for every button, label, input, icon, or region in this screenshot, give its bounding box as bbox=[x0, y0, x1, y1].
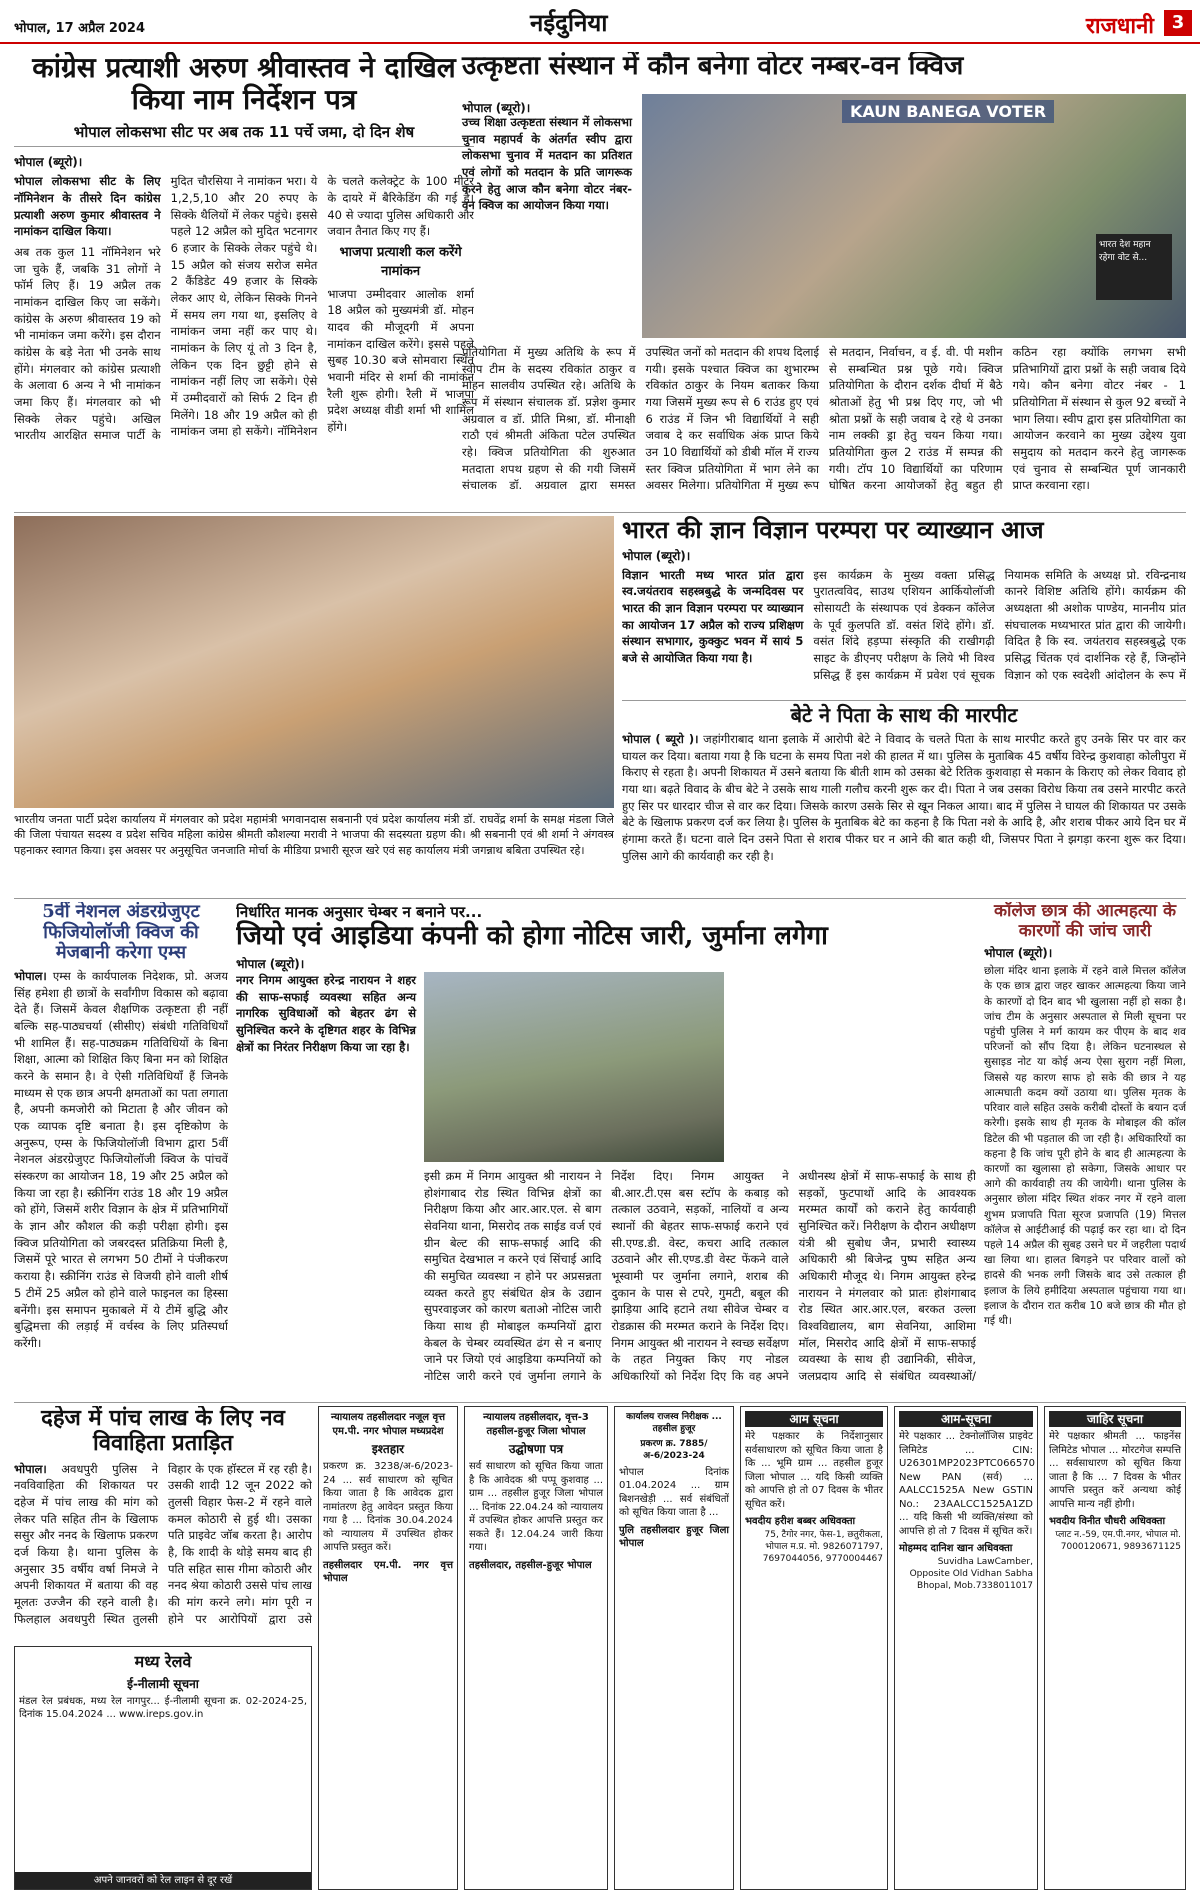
ad-title: न्यायालय तहसीलदार नजूल वृत्त एम.पी. नगर भोपाल मध्यप्रदेश bbox=[330, 1412, 446, 1437]
ad-contact: 75, टैगोर नगर, फेस-1, छतुरीकला, भोपाल म.प्र. मो. 9826071797, 7697044056, 9770004467 bbox=[762, 1529, 883, 1564]
story-son-assaults-father bbox=[622, 700, 1186, 896]
lead-paragraph: उच्च शिक्षा उत्कृष्टता संस्थान में लोकसभा चुनाव महापर्व के अंतर्गत स्वीप द्वारा लोकसभा चुनाव में मतदान का प्रतिशत एवं लोगों को मतदान के प्रति जागरूक करने हेतु आज कौन बनेगा वोटर नंबर-वन क्विज का आयोजन किया गया। bbox=[462, 115, 632, 213]
dateline: भोपाल ( ब्यूरो )। bbox=[622, 732, 699, 746]
dateline: भोपाल (ब्यूरो)। bbox=[984, 946, 1053, 961]
story-aiims-quiz bbox=[14, 902, 228, 1398]
article-body bbox=[14, 1461, 312, 1641]
section-name: राजधानी bbox=[1085, 14, 1154, 39]
article-body bbox=[14, 968, 228, 1351]
ad-title: कार्यालय राजस्व निरीक्षक ... तहसील हुजूर bbox=[626, 1412, 722, 1435]
kicker: निर्धारित मानक अनुसार चेम्बर न बनाने पर... bbox=[236, 903, 483, 921]
ad-footer: पुलि तहसीलदार हुजूर जिला भोपाल bbox=[619, 1524, 729, 1550]
masthead bbox=[0, 0, 1200, 44]
article-body bbox=[462, 344, 1186, 508]
divider bbox=[14, 1402, 1186, 1403]
headline: कांग्रेस प्रत्याशी अरुण श्रीवास्तव ने दाखिल किया नाम निर्देशन पत्र bbox=[32, 52, 456, 117]
story-jio-idea-notice bbox=[236, 902, 976, 1398]
headline: उत्कृष्टता संस्थान में कौन बनेगा वोटर नम्बर-वन क्विज bbox=[462, 52, 964, 81]
article-body bbox=[984, 964, 1186, 1329]
ad-subtitle: इश्तहार bbox=[371, 1442, 405, 1456]
legal-notice-ad-2 bbox=[464, 1406, 608, 1890]
subhead: भाजपा प्रत्याशी कल करेंगे नामांकन bbox=[339, 245, 462, 279]
divider bbox=[14, 898, 1186, 899]
dateline: भोपाल (ब्यूरो)। bbox=[236, 956, 305, 971]
ad-body: मेरे पक्षकार श्रीमती ... फाइनेंस लिमिटेड भोपाल ... मोरटगेज सम्पत्ति ... सर्वसाधारण को सूचित किया जाता है कि ... 7 दिवस के भीतर आपत्ति प्रस्तुत करें अन्यथा कोई आपत्ति मान्य नहीं होगी। bbox=[1049, 1431, 1181, 1510]
ad-footer: तहसीलदार एम.पी. नगर वृत्त भोपाल bbox=[323, 1559, 453, 1585]
ad-title: न्यायालय तहसीलदार, वृत्त-3 तहसील-हुजूर जिला भोपाल bbox=[483, 1412, 589, 1437]
ad-footer: भवदीय विनीत चौधरी अधिवक्ता bbox=[1049, 1516, 1166, 1528]
ad-body: मंडल रेल प्रबंधक, मध्य रेल नागपुर... ई-नीलामी सूचना क्र. 02-2024-25, दिनांक 15.04.2024 ... www.ireps.gov.in bbox=[19, 1695, 307, 1721]
subheadline: भोपाल लोकसभा सीट पर अब तक 11 पर्चे जमा, दो दिन शेष bbox=[14, 122, 474, 147]
divider bbox=[14, 512, 1186, 513]
headline: जियो एवं आइडिया कंपनी को होगा नोटिस जारी, जुर्माना लगेगा bbox=[236, 921, 828, 951]
legal-notice-ad-1 bbox=[318, 1406, 458, 1890]
ad-contact: Suvidha LawCamber, Opposite Old Vidhan Sabha Bhopal, Mob.7338011017 bbox=[909, 1556, 1033, 1591]
article-body bbox=[14, 173, 474, 503]
ad-footer: अपने जानवरों को रेल लाइन से दूर रखें bbox=[15, 1872, 311, 1890]
ad-body: प्रकरण क्र. 3238/अ-6/2023-24 ... सर्व साधारण को सूचित किया जाता है कि आवेदक द्वारा नामांतरण हेतु आवेदन प्रस्तुत किया गया है ... दिनांक 30.04.2024 को न्यायालय में उपस्थित होकर आपत्ति प्रस्तुत करें। bbox=[323, 1461, 453, 1554]
dateline: भोपाल। bbox=[14, 1461, 47, 1476]
story-congress-nomination bbox=[14, 52, 474, 510]
article-body bbox=[424, 1168, 976, 1396]
body-paragraph: प्रतियोगिता में मुख्य अतिथि के रूप में स्वीप टीम के सदस्य रविकांत ठाकुर व मोहन सालवीय उपस्थित रहे। अतिथि के रूप में संस्थान संचालक डॉ. प्रज्ञेश कुमार अग्रवाल व डॉ. प्रीति मिश्रा, डॉ. मीनाक्षी राठौ एवं श्रीमती अंकिता पटेल उपस्थित रहे। क्विज प्रतियोगिता की शुरुआत मतदाता शपथ ग्रहण से की गयी जिसमें संचालक डॉ. अग्रवाल द्वारा समस्त उपस्थित जनों को मतदान की शपथ दिलाई गयी। इसके पश्चात क्विज का शुभारम्भ रविकांत ठाकुर के नियम बताकर किया गया जिसमें मुख्य रूप से 6 राउंड हुए एवं 6 राउंड में जिन भी विद्यार्थियों ने सही जवाब दे कर सर्वाधिक अंक प्राप्त किये उन 10 विद्यार्थियों को डीबी मॉल में राज्य स्तर क्विज प्रतियोगिता में भाग लेने का अवसर मिलेगा। प्रतियोगिता में मुख्य रूप से मतदान, निर्वाचन, व ई. वी. पी मशीन से सम्बन्धित प्रश्न पूछे गये। क्विज प्रतियोगिता के दौरान दर्शक दीर्घा में बैठे श्रोताओं हेतु भी प्रश्न दिए गए, जो भी श्रोता प्रश्नों के सही जवाब दे रहे थे उनका नाम लक्की ड्रा हेतु चयन किया गया। प्रतियोगिता कुल 2 राउंड में सम्पन्न की गयी। टॉप 10 विद्यार्थियों का परिणाम घोषित करना आयोजकों हेतु बहुत ही कठिन रहा क्योंकि लगभग सभी प्रतिभागियों द्वारा प्रश्नों के सही जवाब दिये गये। कौन बनेगा वोटर नंबर - 1 प्रतियोगिता में संस्थान से कुल 92 बच्चों ने भाग लिया। स्वीप द्वारा इस प्रतियोगिता का आयोजन करवाने का मुख्य उद्देश्य युवा समुदाय को मतदान करने हेतु जागरूक एवं चुनाव से सम्बन्धित पूर्ण जानकारी प्राप्त करवाना रहा। bbox=[462, 345, 1186, 493]
ad-body: मेरे पक्षकार के निर्देशानुसार सर्वसाधारण को सूचित किया जाता है कि ... भूमि ग्राम ... तहसील हुजूर जिला भोपाल ... यदि किसी व्यक्ति को आपत्ति हो तो 07 दिवस के भीतर सूचित करें। bbox=[745, 1431, 883, 1510]
ad-footer: तहसीलदार, तहसील-हुजूर भोपाल bbox=[469, 1559, 592, 1571]
story-college-suicide bbox=[984, 902, 1186, 1398]
body-paragraph: इसी क्रम में निगम आयुक्त श्री नारायन ने होशंगाबाद रोड स्थित विभिन्न क्षेत्रों का निरीक्षण किया और आर.आर.एल. से बाग सेवनिया थाना, मिसरोद तक साईड वर्ज एवं ग्रीन बेल्ट की साफ-सफाई आदि की समुचित देखभाल न करने एवं सिंचाई आदि की समुचित व्यवस्था न होने पर अप्रसन्नता व्यक्त करते हुए संबंधित क्षेत्र के उद्यान सुपरवाइजर को कारण बताओ नोटिस जारी किया साथ ही मोबाइल कम्पनियों द्वारा केबल के चेम्बर व्यवस्थित ढंग से न बनाए जाने पर जियो एवं आइडिया कम्पनियों को नोटिस जारी करने एवं जुर्माना लगाने के निर्देश दिए। निगम आयुक्त ने बी.आर.टी.एस बस स्टॉप के कबाड़ को तत्काल उठवाने, सड़कों, नालियों व अन्य स्थानों की बेहतर साफ-सफाई कराने एवं सी.एण्ड.डी. वेस्ट, कचरा आदि तत्काल उठवाने और सी.एण्ड.डी वेस्ट फेंकने वाले भूस्वामी पर जुर्माना लगाने, शराब की दुकान के पास से टपरे, गुमटी, बबूल की झाड़िया आदि हटाने तथा सीवेज चेम्बर व रोडक्रास की मरम्मत कराने के निर्देश दिए। निगम आयुक्त श्री नारायन ने स्वच्छ सर्वेक्षण के तहत नियुक्त किए गए नोडल अधिकारियों को निर्देश दिए कि वह अपने अधीनस्थ क्षेत्रों में साफ-सफाई के साथ ही सड़कों, फुटपाथों आदि के आवश्यक मरम्मत कार्यों को कराने हेतु कार्यवाही सुनिश्चित करें। निरीक्षण के दौरान अधीक्षण यंत्री श्री सुबोध जैन, प्रभारी स्वास्थ्य अधिकारी श्री बिजेन्द्र पुष्प सहित अन्य अधिकारी मौजूद थे। निगम आयुक्त हरेन्द्र नारायन ने मंगलवार को प्रातः होशंगाबाद रोड स्थित आर.आर.एल, बरकत उल्ला विश्वविद्यालय, बाग सेवनिया, आशिमा मॉल, मिसरोद आदि क्षेत्रों में साफ-सफाई व्यवस्था के साथ ही उद्यानिकी, सीवेज, जलप्रदाय आदि से संबंधित व्यवस्थाओं/ bbox=[424, 1169, 976, 1384]
article-body bbox=[622, 731, 1186, 864]
body-paragraph: छोला मंदिर थाना इलाके में रहने वाले मित्तल कॉलेज के एक छात्र द्वारा जहर खाकर आत्महत्या किया जाने के कारणों दो दिन बाद भी खुलासा नहीं हो सका है। जांच टीम के अनुसार अस्पताल से मिली सूचना पर पहुंची पुलिस ने मर्ग कायम कर पीएम के बाद शव परिजनों को सौंप दिया है। लेकिन घटनास्थल से सुसाइड नोट या कोई अन्य ऐसा सुराग नहीं मिला, जिससे यह कारण साफ हो सके की छात्र ने यह आत्मघाती कदम क्यों उठाया था। पुलिस मृतक के परिवार वाले सहित उसके करीबी दोस्तों के बयान दर्ज करेगी। इसके साथ ही मृतक के मोबाइल की कॉल डिटेल की भी पड़ताल की जा रही है। अधिकारियों का कहना है कि जांच पूरी होने के बाद ही आत्महत्या के कारणों का खुलासा हो सकेगा, जिसके आधार पर आगे की कार्यवाही तय की जायेगी। थाना पुलिस के अनुसार छोला मंदिर स्थित शंकर नगर में रहने वाला शुभम प्रजापति पिता सूरज प्रजापति (19) मित्तल कॉलेज से आईटीआई की पढ़ाई कर रहा था। दो दिन पहले 14 अप्रैल की सुबह उसने घर में जहरीला पदार्थ खा लिया था। हालत बिगड़ने पर परिवार वालों को हादसे की भनक लगी जिसके बाद उसे तत्काल ही इलाज के लिये हमीदिया अस्पताल पहुंचाया गया था। इलाज के दौरान रात करीब 10 बजे छात्र की मौत हो गई थी। bbox=[984, 965, 1186, 1328]
body-paragraph: इस कार्यक्रम के मुख्य वक्ता प्रसिद्ध पुरातत्वविद, साउथ एशियन आर्कियोलॉजी सोसायटी के संस्थापक एवं डेक्कन कॉलेज के पूर्व कुलपति डॉ. वसंत शिंदे होंगे। डॉ. वसंत शिंदे हड़प्पा संस्कृति की राखीगढ़ी साइट के डीएनए परीक्षण के लिये भी विश्व प्रसिद्ध हैं इस कार्यक्रम में प्रवेश एवं सूचक नियामक समिति के अध्यक्ष प्रो. रविन्द्रनाथ कानरे विशिष्ट अतिथि होंगे। कार्यक्रम की अध्यक्षता श्री अशोक पाण्डेय, माननीय प्रांत संघचालक मध्यभारत प्रांत द्वारा की जायेगी। विदित है कि स्व. जयंतराव सहस्त्रबुद्धे एक प्रसिद्ध चिंतक एवं दार्शनिक रहे हैं, जिन्होंने विज्ञान को एक स्वदेशी आंदोलन के रूप में bbox=[813, 567, 1186, 682]
quiz-photo bbox=[642, 94, 1186, 338]
lead-paragraph: नगर निगम आयुक्त हरेन्द्र नारायन ने शहर की साफ-सफाई व्यवस्था सहित अन्य नागरिक सुविधाओं को बेहतर ढंग से सुनिश्चित करने के दृष्टिगत शहर के विभिन्न क्षेत्रों का निरंतर निरीक्षण किया जा रहा है। bbox=[236, 973, 416, 1054]
headline: 5वीं नेशनल अंडरग्रेजुएट फिजियोलॉजी क्विज की मेजबानी करेगा एम्स bbox=[42, 902, 200, 964]
ad-body: मेरे पक्षकार ... टेक्नोलॉजिस प्राइवेट लिमिटेड ... CIN: U26301MP2023PTC066570 New PAN (सर्व) ... AALCC1525A New GSTIN No.: 23AALCC1525A1ZD ... यदि किसी भी व्यक्ति/संस्था को आपत्ति हो तो 7 दिवस में सूचित करें। bbox=[899, 1431, 1035, 1537]
body-paragraph: एम्स के कार्यपालक निदेशक, प्रो. अजय सिंह हमेशा ही छात्रों के सर्वांगीण विकास को बढ़ावा देते हैं। जिसमें केवल शैक्षणिक उत्कृष्टता ही नहीं बल्कि सह-पाठ्यचर्या (सीसीए) संबंधी गतिविधियाँ भी शामिल हैं। सह-पाठ्यक्रम गतिविधियों के बिना शिक्षा, आत्मा को शिक्षित किए बिना मन को शिक्षित करने के समान है। वे ऐसी गतिविधियाँ हैं जिनके माध्यम से एक छात्र अपनी क्षमताओं का पता लगाता है, अपनी कमजोरी को मिटाता है और जीवन को एक व्यापक दृष्टि बनाता है। इस दृष्टिकोण के अनुरूप, एम्स के फिजियोलॉजी विभाग द्वारा 5वीं नेशनल अंडरग्रेजुएट फिजियोलॉजी क्विज के पांचवें संस्करण का आयोजन 18, 19 और 25 अप्रैल को किया जा रहा है। स्क्रीनिंग राउंड 18 और 19 अप्रैल को होंगे, जिसमें शरीर विज्ञान के क्षेत्र में प्रतिभागियों के ज्ञान और कौशल की कड़ी परीक्षा होगी। इस क्विज प्रतियोगिता को जबरदस्त प्रतिक्रिया मिली है, जिसमें पूरे भारत से लगभग 50 टीमों ने पंजीकरण कराया है। स्क्रीनिंग राउंड से विजयी होने वाली शीर्ष 5 टीमें 25 अप्रैल को होने वाले फाइनल का हिस्सा बनेंगी। इस समापन मुकाबले में ये टीमें बुद्धि और बुद्धिमत्ता की लड़ाई में वर्चस्व के लिए प्रतिस्पर्धा करेंगी। bbox=[14, 969, 228, 1350]
dateline: भोपाल (ब्यूरो)। bbox=[14, 155, 83, 170]
body-paragraph: अब तक कुल 11 नॉमिनेशन भरे जा चुके हैं, जबकि 31 लोगों ने फॉर्म लिए हैं। 19 अप्रैल तक नामांकन दाखिल किए जा सकेंगे। कांग्रेस के अरुण श्रीवास्तव 19 को भी नामांकन जमा करेंगे। इस दौरान कांग्रेस के बड़े नेता भी उनके साथ होंगे। मंगलवार को कांग्रेस प्रत्याशी के अलावा 6 अन्य ने भी नामांकन जमा किए हैं। मंगलवार को भी सिक्के लेकर पहुंचे। अखिल भारतीय आरक्षित समाज पार्टी के मुदित चौरसिया ने नामांकन भरा। ये 1,2,5,10 और 20 रुपए के सिक्के थैलियों में लेकर पहुंचे। इससे पहले 12 अप्रैल को मुदित भटनागर 6 हजार के सिक्के लेकर पहुंचे थे। 15 अप्रैल को संजय सरोज समेत 2 कैंडिडेट 49 हजार के सिक्के लेकर आए थे, लेकिन सिक्के गिनने में समय लग गया था, इसलिए वे नामांकन जमा नहीं कर पाए थे। नामांकन के लिए यूं तो 3 दिन है, लेकिन एक दिन छुट्टी होने से नामांकन नहीं लिए जा सकेंगे। ऐसे में उम्मीदवारों को सिर्फ 2 दिन ही मिलेंगे। 18 और 19 अप्रैल को ही नामांकन जमा हो सकेंगे। नॉमिनेशन के चलते कलेक्ट्रेट के 100 मीटर के दायरे में बैरिकेडिंग की गई है। 40 से ज्यादा पुलिस अधिकारी और जवान तैनात किए गए हैं। bbox=[14, 174, 474, 443]
headline: दहेज में पांच लाख के लिए नव विवाहिता प्रताड़ित bbox=[41, 1406, 285, 1457]
bjp-office-photo bbox=[14, 516, 614, 808]
page-number: 3 bbox=[1164, 10, 1192, 36]
body-paragraph: अवधपुरी पुलिस ने नवविवाहिता की शिकायत पर दहेज में पांच लाख की मांग को लेकर पति सहित तीन के खिलाफ ससुर और ननद के खिलाफ प्रकरण दर्ज किया है। थाना पुलिस के अनुसार 35 वर्षीय वर्षा निमजे ने अपनी शिकायत में बताया की वह मूलतः उज्जैन की रहने वाली है। फिलहाल अवधपुरी स्थित तुलसी विहार के एक हॉस्टल में रह रही है। उसकी शादी 12 जून 2022 को तुलसी विहार फेस-2 में रहने वाले कमल कोठारी से हुई थी। उसका पति प्राइवेट जॉब करता है। आरोप है, कि शादी के थोड़े समय बाद ही पति सहित सास गीमा कोठारी और ननद श्रेया कोठारी उससे पांच लाख की मांग करने लगे। मांग पूरी न होने पर आरोपियों द्वारा उसे bbox=[14, 1461, 312, 1626]
dateline: भोपाल (ब्यूरो)। bbox=[622, 548, 691, 563]
story-voter-quiz bbox=[456, 52, 1186, 510]
public-notice-ad-2 bbox=[894, 1406, 1038, 1890]
ad-footer: मोहम्मद दानिश खान अधिवक्ता bbox=[899, 1543, 1013, 1555]
lead-paragraph: विज्ञान भारती मध्य भारत प्रांत द्वारा स्व.जयंतराव सहस्त्रबुद्धे के जन्मदिवस पर भारत की ज्ञान विज्ञान परम्परा पर व्याख्यान का आयोजन 17 अप्रैल को राज्य प्रशिक्षण संस्थान सभागार, कुक्कुट भवन में सायं 5 बजे से आयोजित किया गया है। bbox=[622, 567, 804, 665]
photo-banner-text: KAUN BANEGA VOTER bbox=[842, 100, 1054, 123]
ad-subtitle: ई-नीलामी सूचना bbox=[127, 1676, 199, 1691]
legal-notice-ad-3 bbox=[614, 1406, 734, 1890]
photo-caption: भारतीय जनता पार्टी प्रदेश कार्यालय में मंगलवार को प्रदेश महामंत्री भगवानदास सबनानी एवं प्रदेश कार्यालय मंत्री डॉ. राघवेंद्र शर्मा के समक्ष मंडला जिले की जिला पंचायत सदस्य व प्रदेश सचिव महिला कांग्रेस श्रीमती कौशल्या मरावी ने भाजपा की सदस्यता ग्रहण की। श्री सबनानी एवं श्री शर्मा ने अंगवस्त्र पहनाकर स्वागत किया। इस अवसर पर अनुसूचित जनजाति मोर्चा के मीडिया प्रभारी सूरज खरे एवं सह कार्यालय मंत्री जगन्नाथ बबिता उपस्थित रहे। bbox=[14, 813, 614, 857]
ad-footer: भवदीय हरीश बब्बर अधिवक्ता bbox=[745, 1516, 856, 1528]
story-dowry-harassment bbox=[14, 1406, 312, 1642]
article-body bbox=[622, 567, 1186, 687]
story-science-lecture bbox=[622, 516, 1186, 696]
ad-subtitle: प्रकरण क्र. 7885/अ-6/2023-24 bbox=[640, 1439, 708, 1462]
headline: बेटे ने पिता के साथ की मारपीट bbox=[790, 703, 1018, 727]
headline: भारत की ज्ञान विज्ञान परम्परा पर व्याख्यान आज bbox=[622, 516, 1044, 544]
ad-body: सर्व साधारण को सूचित किया जाता है कि आवेदक श्री पप्पू कुशवाह ... ग्राम ... तहसील हुजूर जिला भोपाल ... दिनांक 22.04.24 को न्यायालय में उपस्थित होकर आपत्ति प्रस्तुत कर सकते हैं। 12.04.24 जारी किया गया। bbox=[469, 1461, 603, 1554]
headline: कॉलेज छात्र की आत्महत्या के कारणों की जांच जारी bbox=[993, 902, 1177, 941]
dateline: भोपाल। bbox=[14, 969, 47, 984]
ad-title: मध्य रेलवे bbox=[134, 1652, 192, 1671]
article-lead-column bbox=[236, 972, 416, 1396]
ad-title: आम सूचना bbox=[745, 1411, 883, 1427]
body-paragraph-2: भाजपा उम्मीदवार आलोक शर्मा 18 अप्रैल को मुख्यमंत्री डॉ. मोहन यादव की मौजूदगी में अपना नामांकन दाखिल करेंगे। इससे पहले सुबह 10.30 बजे सोमवारा स्थित भवानी मंदिर से शर्मा की नामांकन रैली शुरू होगी। रैली में भाजपा प्रदेश अध्यक्ष वीडी शर्मा भी शामिल होंगे। bbox=[327, 286, 474, 435]
article-lead-column bbox=[462, 114, 632, 342]
body-paragraph: जहांगीराबाद थाना इलाके में आरोपी बेटे ने विवाद के चलते पिता के साथ मारपीट करते हुए उनके सिर पर वार कर घायल कर दिया। बताया गया है कि घटना के समय पिता नशे की हालत में था। पुलिस के मुताबिक 45 वर्षीय विरेन्द्र कुशवाहा कोलीपुरा में किराए से रहता है। अपनी शिकायत में उसने बताया कि बीती शाम को उसका बेटे रितिक कुशवाहा से मकान के किराए को लेकर विवाद हो गया था। बढ़ते विवाद के बीच बेटे ने उसके साथ गाली गलौच करनी शुरू कर दी। पिता ने जब उसका विरोध किया तब उसने मारपीट करते हुए सिर पर धारदार चीज से वार कर दिया। जिसके कारण उसके सिर से खून निकल आया। बाद में पुलिस ने घायल की शिकायत पर उसके बेटे के खिलाफ प्रकरण दर्ज कर लिया है। पुलिस के मुताबिक बेटे का कहना है कि पिता नशे के आदि है, और शराब पीकर आये दिन घर में हंगामा करते हैं। घटना वाले दिन उसने पिता से शराब पीकर घर न आने की बात कही थी, जिसपर पिता ने झगड़ा करना शुरू कर दिया। पुलिस आगे की कार्यवाही कर रही है। bbox=[622, 732, 1186, 863]
ad-subtitle: उद्घोषणा पत्र bbox=[508, 1442, 564, 1456]
public-notice-ad-1 bbox=[740, 1406, 888, 1890]
newspaper-logo: नईदुनिया bbox=[530, 8, 608, 37]
ad-body: भोपाल दिनांक 01.04.2024 ... ग्राम बिशनखेड़ी ... सर्व संबंधितों को सूचित किया जाता है ... bbox=[619, 1466, 729, 1519]
photo-placard: भारत देश महान रहेगा वोट से... bbox=[1096, 234, 1172, 300]
ad-contact: प्लाट न.-59, एम.पी.नगर, भोपाल मो. 7000120671, 9893671125 bbox=[1055, 1529, 1181, 1552]
ad-title: जाहिर सूचना bbox=[1049, 1411, 1181, 1427]
dateline: भोपाल (ब्यूरो)। bbox=[462, 101, 531, 115]
railway-ad bbox=[14, 1646, 312, 1890]
story-bjp-joining bbox=[14, 516, 614, 896]
ad-title: आम-सूचना bbox=[899, 1411, 1033, 1427]
inspection-photo bbox=[424, 972, 724, 1162]
lead-paragraph: भोपाल लोकसभा सीट के लिए नॉमिनेशन के तीसरे दिन कांग्रेस प्रत्याशी अरुण कुमार श्रीवास्तव ने नामांकन दाखिल किया। bbox=[14, 174, 161, 239]
issue-date: भोपाल, 17 अप्रैल 2024 bbox=[14, 21, 146, 36]
public-notice-ad-3 bbox=[1044, 1406, 1186, 1890]
